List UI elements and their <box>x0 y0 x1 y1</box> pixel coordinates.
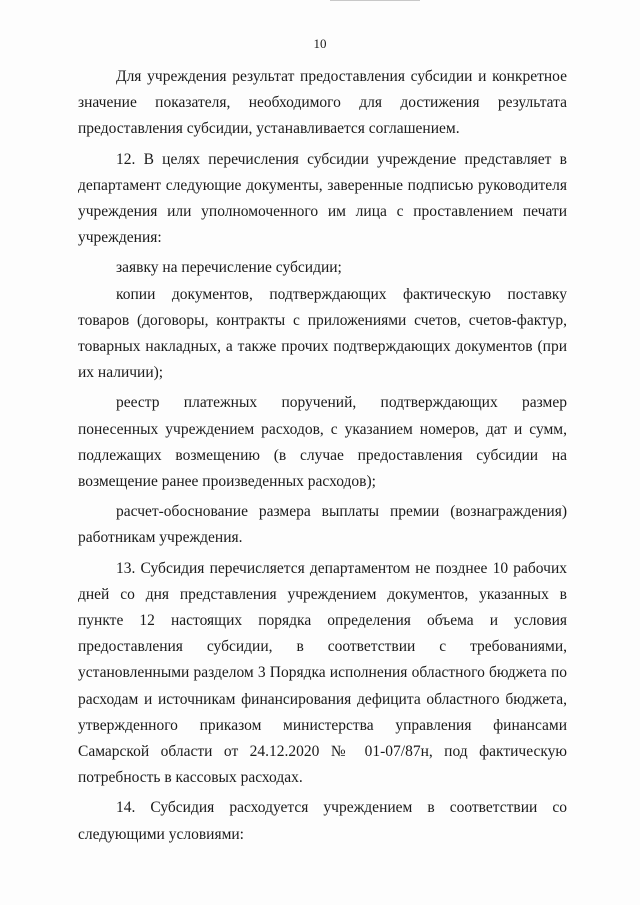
paragraph-result-by-agreement: Для учреждения результат предоставления субсидии и конкретное значение показателя, необходимого для достижения результата предоставления субсидии, устанавливается соглашением. <box>78 68 567 138</box>
list-item-bonus-calculation: расчет-обоснование размера выплаты премии (вознаграждения) работникам учреждения. <box>78 503 567 547</box>
scan-edge-mark <box>330 0 420 1</box>
list-item-request: заявку на перечисление субсидии; <box>116 259 342 277</box>
document-body <box>78 64 567 848</box>
page-number: 10 <box>313 36 327 51</box>
list-item-document-copies: копии документов, подтверждающих фактическую поставку товаров (договоры, контракты с приложениями счетов, счетов-фактур, товарных накладных, а также прочих подтверждающих документов (при их наличии); <box>78 285 567 382</box>
list-item-payment-register: реестр платежных поручений, подтверждающих размер понесенных учреждением расходов, с указанием номеров, дат и сумм, подлежащих возмещению (в случае предоставления субсидии на возмещение ранее произведенных расходов); <box>78 394 567 491</box>
paragraph-item-13: 13. Субсидия перечисляется департаментом не позднее 10 рабочих дней со дня представления учреждением документов, указанных в пункте 12 настоящих порядка определения объема и условия предоставления субсидии, в соответствии с требованиями, установленными разделом 3 Порядка исполнения областного бюджета по расходам и источникам финансирования дефицита областного бюджета, утвержденного приказом министерства управления финансами Самарской области от 24.12.2020 № 01-07/87н, под фактическую потребность в кассовых расходах. <box>78 559 567 787</box>
paragraph-item-14: 14. Субсидия расходуется учреждением в соответствии со следующими условиями: <box>78 799 567 843</box>
paragraph-item-12: 12. В целях перечисления субсидии учреждение представляет в департамент следующие документы, заверенные подписью руководителя учреждения или уполномоченного им лица с проставлением печати учреждения: <box>78 150 567 247</box>
